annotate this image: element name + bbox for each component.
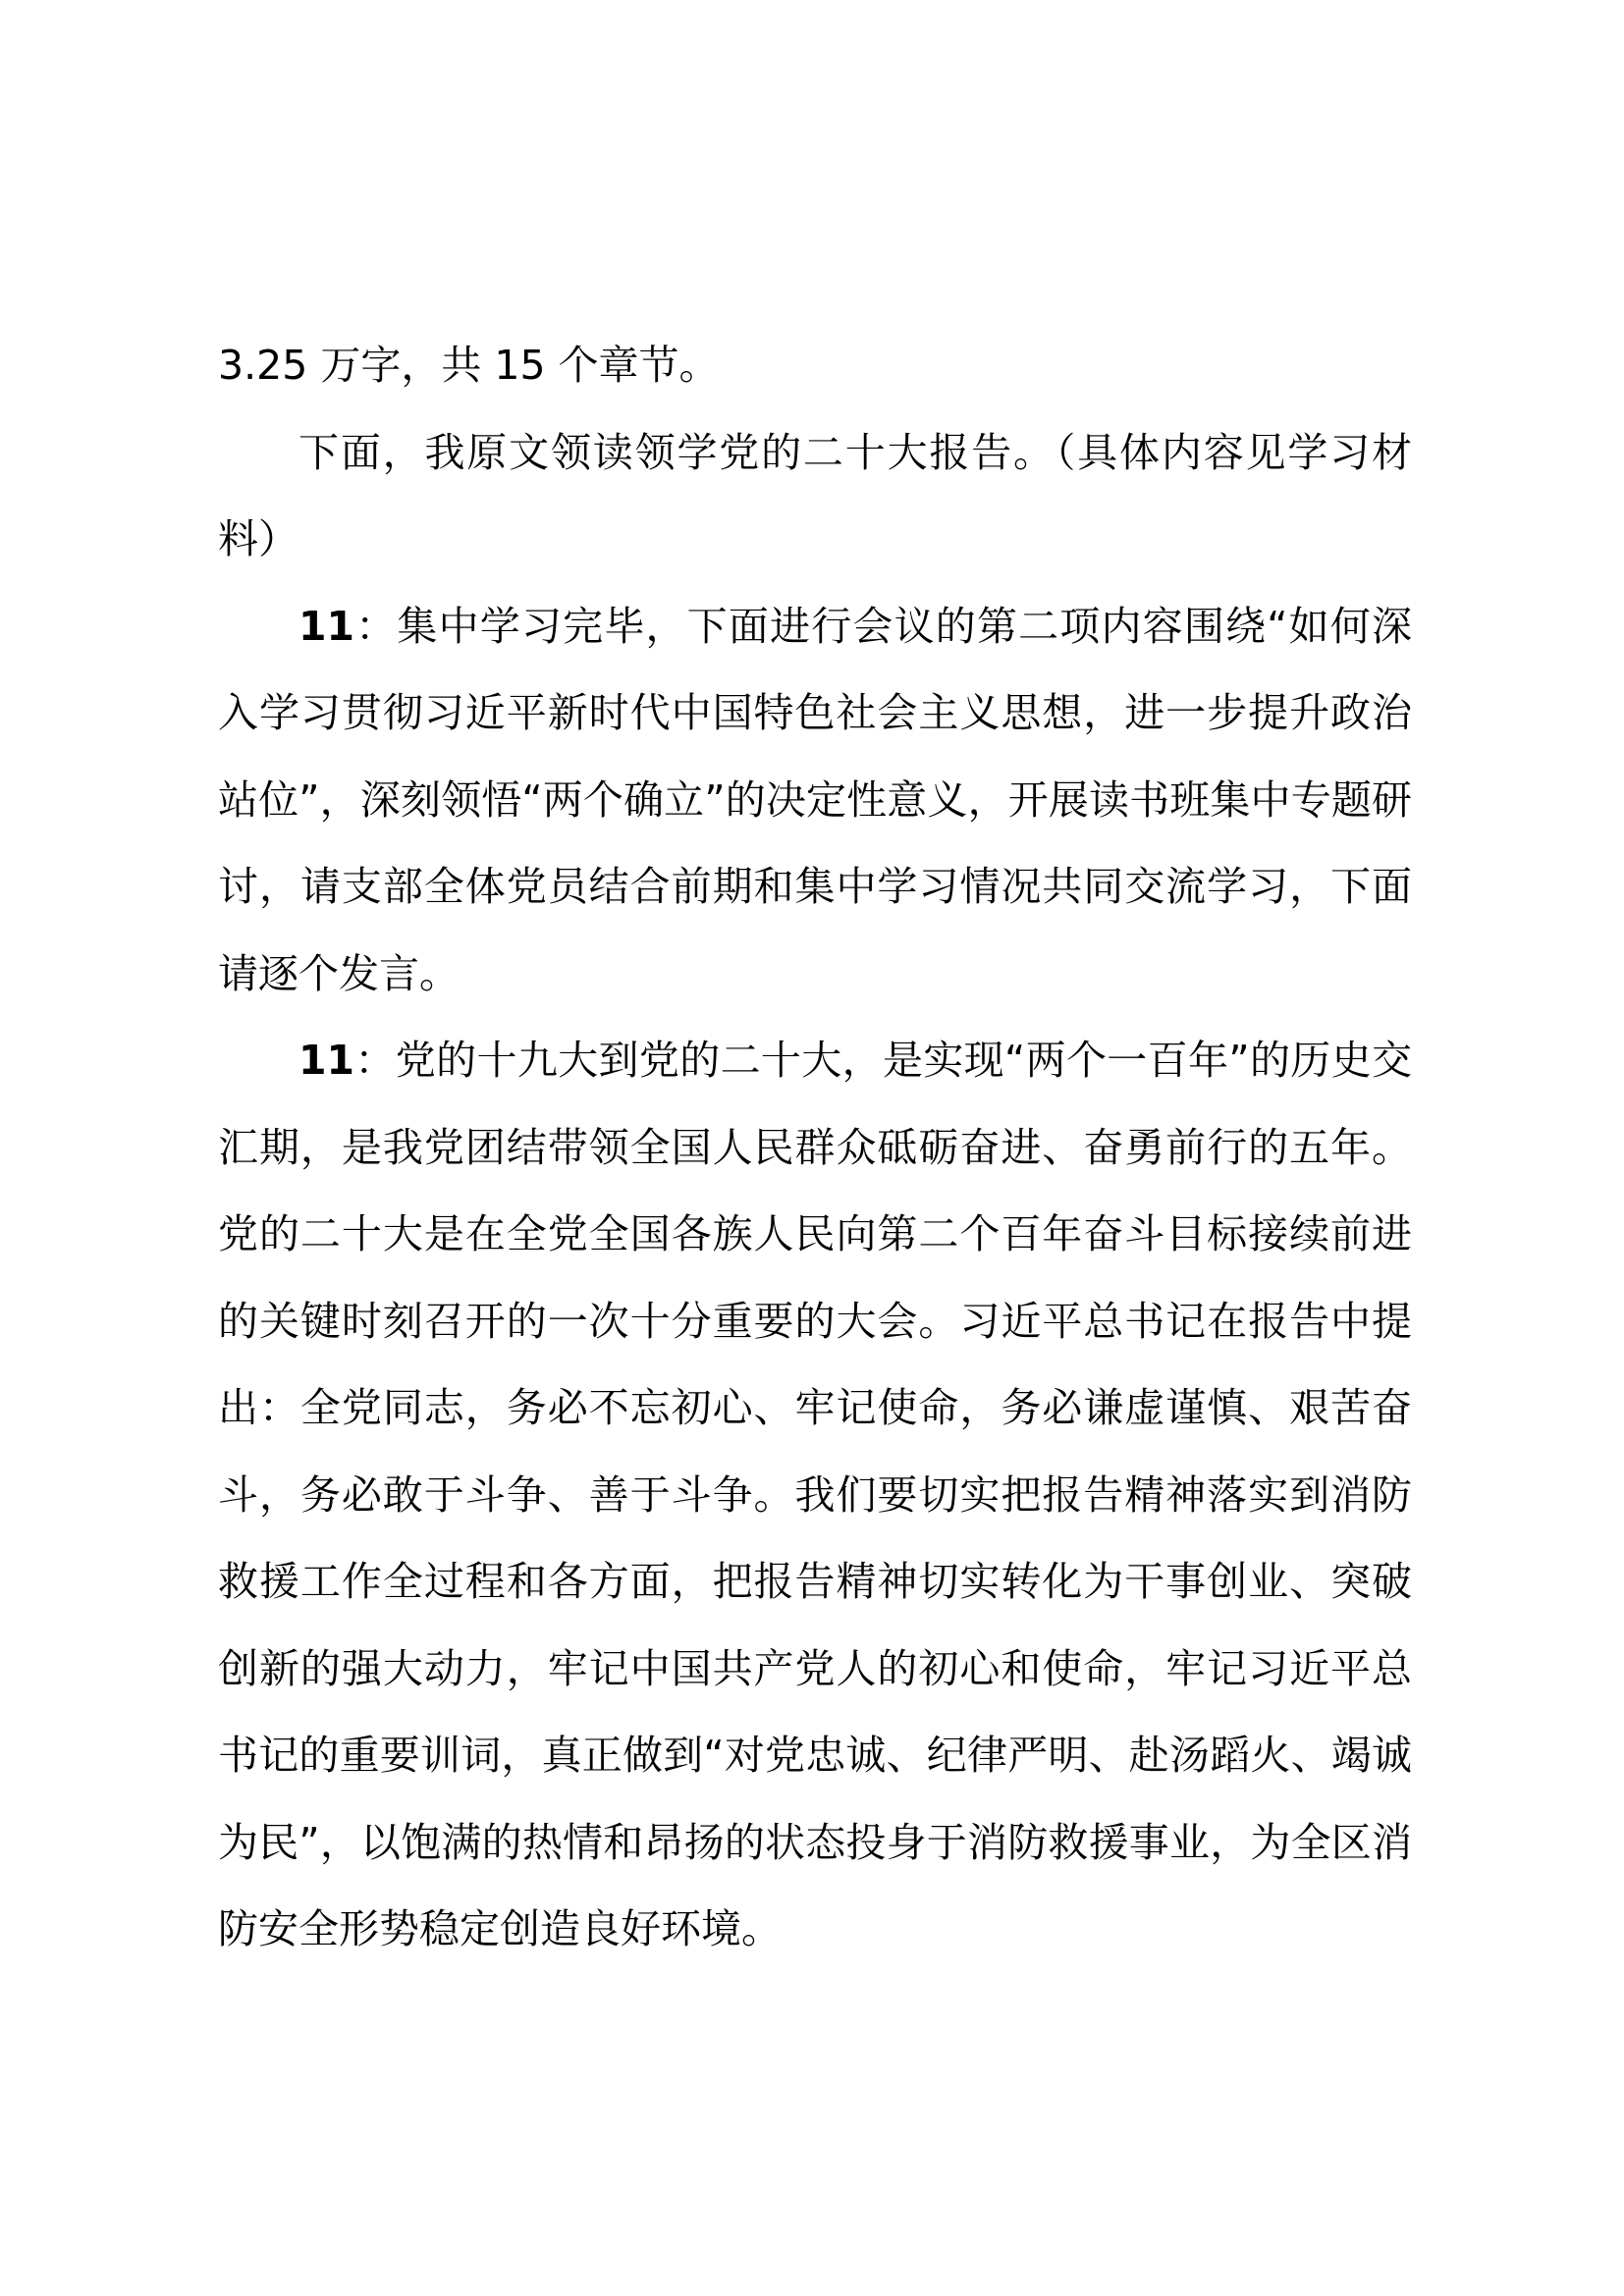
paragraph-text: 下面，我原文领读领学党的二十大报告。（具体内容见学习材料）: [218, 428, 1412, 562]
paragraph-continuation: [218, 322, 1412, 409]
paragraph-text: ：集中学习完毕，下面进行会议的第二项内容围绕“如何深入学习贯彻习近平新时代中国特色社会主义思想，进一步提升政治站位”，深刻领悟“两个确立”的决定性意义，开展读书班集中专题研讨，请支部全体党员结合前期和集中学习情况共同交流学习，下面请逐个发言。: [218, 602, 1412, 997]
paragraph-reading-note: [218, 409, 1412, 583]
speaker-label: 11: [298, 602, 355, 650]
speaker-label: 11: [298, 1037, 355, 1084]
document-body: [218, 322, 1412, 1973]
paragraph-speech: [218, 1017, 1412, 1973]
paragraph-text: 3.25 万字，共 15 个章节。: [218, 342, 720, 389]
paragraph-discussion-intro: [218, 583, 1412, 1018]
paragraph-text: ：党的十九大到党的二十大，是实现“两个一百年”的历史交汇期，是我党团结带领全国人民群众砥砺奋进、奋勇前行的五年。党的二十大是在全党全国各族人民向第二个百年奋斗目标接续前进的关键时刻召开的一次十分重要的大会。习近平总书记在报告中提出：全党同志，务必不忘初心、牢记使命，务必谦虚谨慎、艰苦奋斗，务必敢于斗争、善于斗争。我们要切实把报告精神落实到消防救援工作全过程和各方面，把报告精神切实转化为干事创业、突破创新的强大动力，牢记中国共产党人的初心和使命，牢记习近平总书记的重要训词，真正做到“对党忠诚、纪律严明、赴汤蹈火、竭诚为民”，以饱满的热情和昂扬的状态投身于消防救援事业，为全区消防安全形势稳定创造良好环境。: [218, 1037, 1412, 1952]
